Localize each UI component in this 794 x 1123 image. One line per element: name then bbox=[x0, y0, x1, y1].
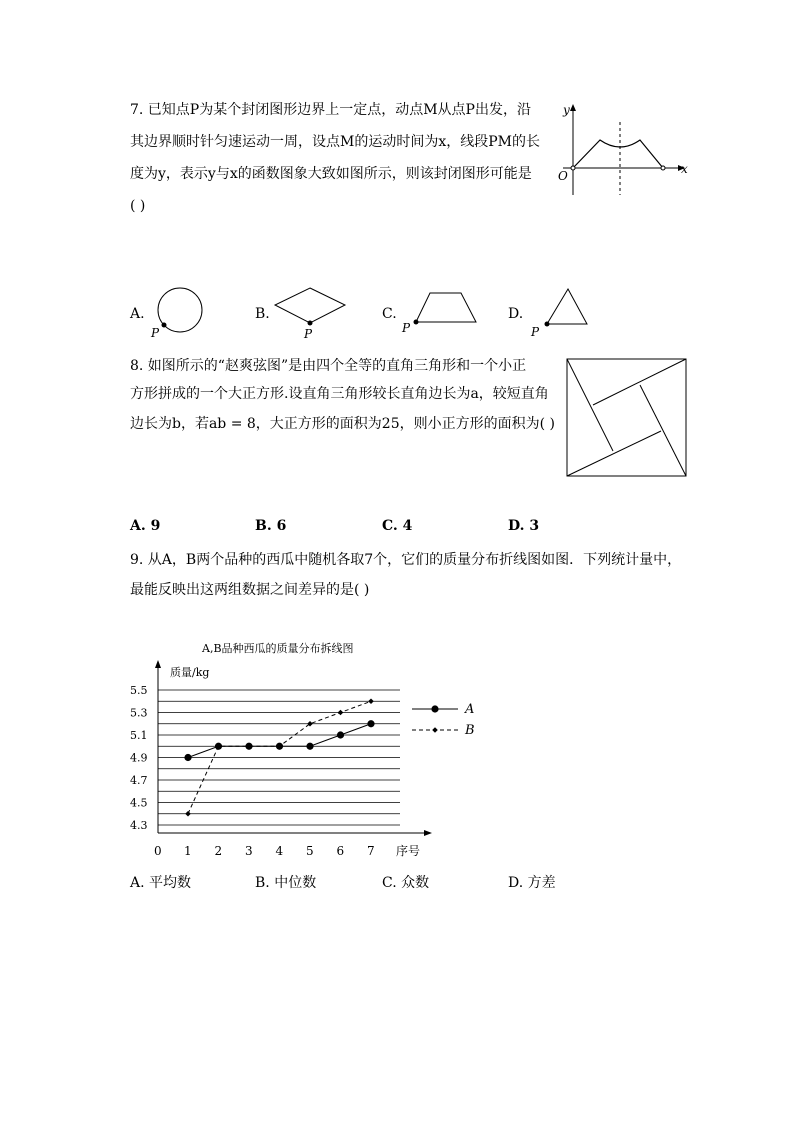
chart-y-axis-label: 质量/kg bbox=[170, 666, 210, 679]
chart-x-tick-label: 6 bbox=[336, 844, 345, 858]
legend-A-marker bbox=[431, 705, 438, 712]
q8-option-c[interactable]: C. 4 bbox=[382, 518, 413, 534]
q9-option-b[interactable]: B. 中位数 bbox=[255, 875, 317, 891]
q7-option-a-point: P bbox=[151, 326, 160, 340]
q7-line-4: ( ) bbox=[130, 198, 146, 214]
chart-x-tick-label: 7 bbox=[367, 844, 375, 858]
q8-line-3: 边长为b，若ab = 8，大正方形的面积为25，则小正方形的面积为( ) bbox=[130, 416, 555, 432]
q7-option-d-label[interactable]: D. bbox=[508, 306, 524, 322]
q7-option-a-label[interactable]: A. bbox=[130, 306, 145, 322]
q7-option-a-circle-figure bbox=[145, 283, 210, 343]
q7-origin-label: O bbox=[558, 169, 568, 183]
watermelon-mass-line-chart bbox=[120, 635, 500, 870]
chart-y-axis-arrow bbox=[155, 660, 161, 668]
chart-y-tick-label: 4.9 bbox=[130, 751, 148, 765]
chart-x-tick-label: 3 bbox=[245, 844, 253, 858]
q8-option-a[interactable]: A. 9 bbox=[130, 518, 161, 534]
q7-y-label: y bbox=[563, 103, 570, 117]
chart-y-ticks bbox=[130, 684, 148, 832]
zhao-shuang-string-diagram bbox=[565, 357, 689, 479]
q8-line-2: 方形拼成的一个大正方形.设直角三角形较长直角边长为a，较短直角 bbox=[130, 386, 549, 402]
legend-B-marker bbox=[432, 727, 438, 733]
chart-x-tick-label: 1 bbox=[184, 844, 192, 858]
q7-option-d-point: P bbox=[531, 325, 540, 339]
series-B-point bbox=[368, 698, 374, 704]
chart-legend bbox=[412, 702, 475, 738]
series-A-line bbox=[188, 724, 371, 758]
q8-option-b[interactable]: B. 6 bbox=[255, 518, 287, 534]
q9-option-d[interactable]: D. 方差 bbox=[508, 875, 556, 891]
q7-line-2: 其边界顺时针匀速运动一周，设点M的运动时间为x，线段PM的长 bbox=[130, 134, 540, 150]
chart-y-tick-label: 4.5 bbox=[130, 796, 148, 810]
chart-x-axis-arrow bbox=[424, 830, 432, 836]
chart-x-axis-label: 序号 bbox=[396, 844, 421, 858]
chart-y-tick-label: 5.1 bbox=[130, 729, 148, 742]
q9-option-c[interactable]: C. 众数 bbox=[382, 875, 430, 891]
q7-line-1: 7. 已知点P为某个封闭图形边界上一定点，动点M从点P出发，沿 bbox=[130, 102, 531, 118]
q8-option-d[interactable]: D. 3 bbox=[508, 518, 540, 534]
chart-origin-label: 0 bbox=[154, 844, 162, 858]
chart-y-tick-label: 5.3 bbox=[130, 706, 148, 720]
legend-B-label: B bbox=[465, 723, 475, 738]
q9-line-2: 最能反映出这两组数据之间差异的是( ) bbox=[130, 582, 370, 598]
series-A-point bbox=[337, 731, 344, 738]
chart-x-tick-label: 5 bbox=[306, 844, 314, 858]
q9-option-a[interactable]: A. 平均数 bbox=[130, 875, 192, 891]
q7-option-b-point: P bbox=[304, 327, 313, 341]
q7-option-c-point: P bbox=[402, 321, 411, 335]
chart-y-tick-label: 4.7 bbox=[130, 774, 148, 787]
series-A-point bbox=[184, 754, 191, 761]
q7-function-graph bbox=[555, 100, 695, 200]
series-A-point bbox=[367, 720, 374, 727]
q7-line-3: 度为y，表示y与x的函数图象大致如图所示，则该封闭图形可能是 bbox=[130, 166, 532, 182]
q7-x-label: x bbox=[681, 162, 688, 176]
q9-line-1: 9. 从A，B两个品种的西瓜中随机各取7个，它们的质量分布折线图如图．下列统计量中， bbox=[130, 552, 682, 568]
q7-option-d-triangle-figure bbox=[525, 283, 595, 343]
chart-y-tick-label: 4.3 bbox=[130, 819, 148, 832]
q7-option-b-rhombus-figure bbox=[270, 283, 360, 343]
q7-option-b-label[interactable]: B. bbox=[255, 306, 270, 322]
q7-option-c-label[interactable]: C. bbox=[382, 306, 397, 322]
chart-x-tick-label: 2 bbox=[214, 844, 223, 858]
series-B-point bbox=[185, 811, 191, 817]
series-B-point bbox=[338, 710, 344, 716]
q7-option-c-trapezoid-figure bbox=[398, 283, 488, 343]
chart-x-tick-label: 4 bbox=[275, 844, 284, 858]
chart-y-tick-label: 5.5 bbox=[130, 684, 148, 697]
chart-title: A,B品种西瓜的质量分布拆线图 bbox=[202, 642, 354, 655]
q8-line-1: 8. 如图所示的“赵爽弦图”是由四个全等的直角三角形和一个小正 bbox=[130, 358, 527, 374]
chart-grid bbox=[158, 690, 400, 825]
series-A-point bbox=[306, 743, 313, 750]
legend-A-label: A bbox=[465, 702, 475, 717]
chart-x-ticks bbox=[184, 844, 375, 858]
